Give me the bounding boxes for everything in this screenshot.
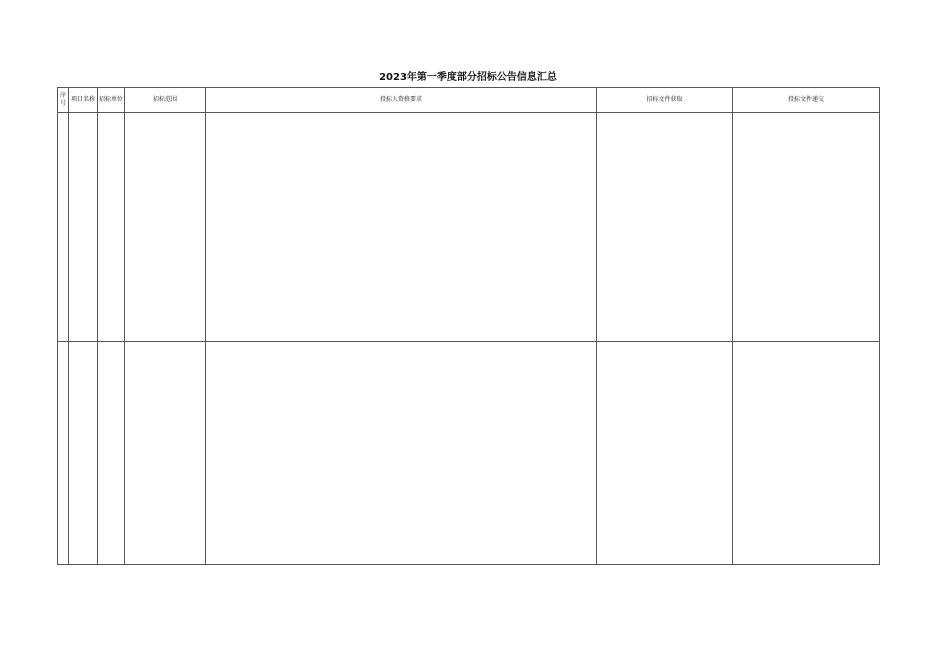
- table-row: [58, 113, 880, 342]
- cell-agency: [98, 113, 125, 342]
- cell-scope: [125, 113, 206, 342]
- cell-requirements: [206, 342, 597, 565]
- cell-obtain: [597, 113, 733, 342]
- header-row: [58, 88, 880, 113]
- cell-submit: [733, 113, 880, 342]
- page-title: 2023年第一季度部分招标公告信息汇总: [379, 72, 557, 83]
- col-submit-header: 投标文件递交: [733, 88, 880, 113]
- cell-scope: [125, 342, 206, 565]
- col-requirements-header: 投标人资格要求: [206, 88, 597, 113]
- col-seq-header: 序号: [58, 88, 69, 113]
- col-scope-header: 招标范围: [125, 88, 206, 113]
- cell-project: [69, 342, 98, 565]
- cell-seq: [58, 342, 69, 565]
- cell-project: [69, 113, 98, 342]
- cell-submit: [733, 342, 880, 565]
- table-row: [58, 342, 880, 565]
- cell-seq: [58, 113, 69, 342]
- col-agency-header: 招标单位: [98, 88, 125, 113]
- cell-obtain: [597, 342, 733, 565]
- col-obtain-header: 招标文件获取: [597, 88, 733, 113]
- cell-requirements: [206, 113, 597, 342]
- col-project-header: 项目名称: [69, 88, 98, 113]
- cell-agency: [98, 342, 125, 565]
- tender-table: [57, 87, 880, 565]
